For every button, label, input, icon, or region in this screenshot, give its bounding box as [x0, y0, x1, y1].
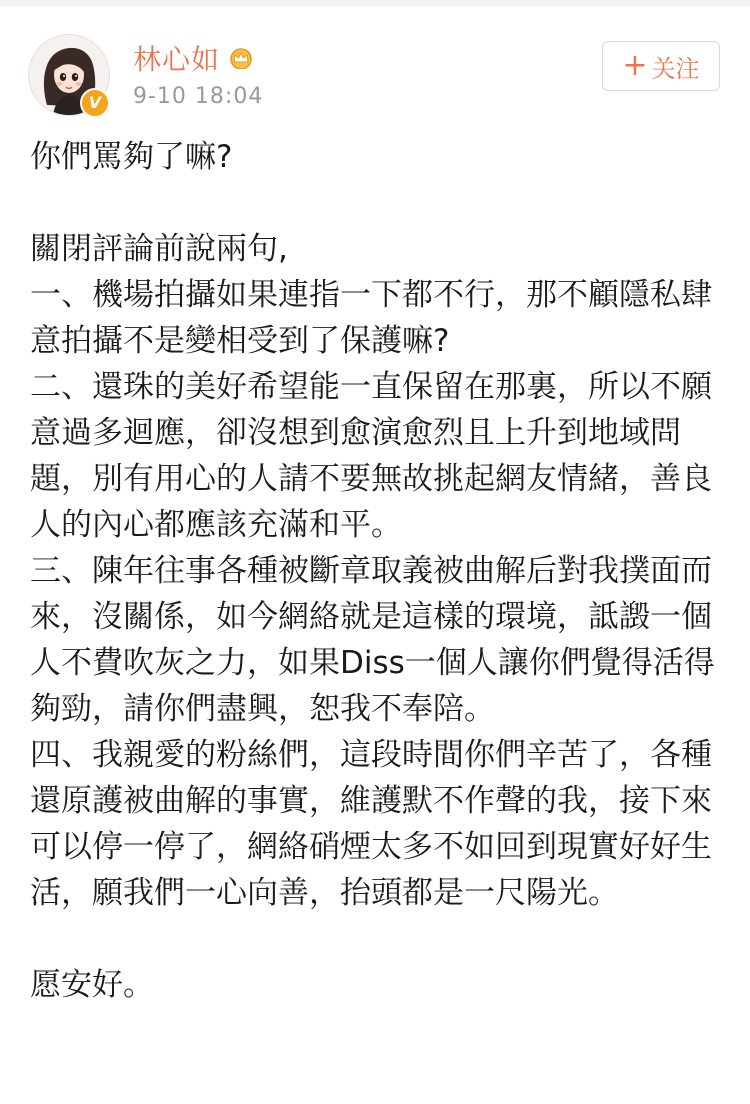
follow-label: 关注	[651, 54, 700, 83]
post-content	[30, 134, 730, 1008]
paragraph-gap	[30, 916, 730, 962]
post-opening: 你們罵夠了嘛?	[30, 139, 233, 175]
verified-badge: V	[80, 88, 110, 118]
crown-icon[interactable]	[228, 47, 254, 69]
top-divider-strip	[0, 0, 750, 6]
author-row	[133, 38, 254, 78]
post-point-2: 二、還珠的美好希望能一直保留在那裏，所以不願意過多迴應，卻沒想到愈演愈烈且上升到地域問題，別有用心的人請不要無故挑起網友情緒，善良人的內心都應該充滿和平。	[30, 369, 712, 543]
plus-icon: +	[622, 48, 648, 83]
paragraph-gap	[30, 180, 730, 226]
post-point-3: 三、陳年往事各種被斷章取義被曲解后對我撲面而來，沒關係，如今網絡就是這樣的環境，詆譭一個人不費吹灰之力，如果Diss一個人讓你們覺得活得夠勁，請你們盡興，恕我不奉陪。	[30, 553, 715, 727]
post-closing: 愿安好。	[30, 967, 154, 1003]
post-intro: 關閉評論前說兩句,	[30, 231, 288, 267]
post-point-4: 四、我親愛的粉絲們，這段時間你們辛苦了，各種還原護被曲解的事實，維護默不作聲的我，接下來可以停一停了，網絡硝煙太多不如回到現實好好生活，願我們一心向善，抬頭都是一尺陽光。	[30, 737, 712, 911]
post-point-1: 一、機場拍攝如果連指一下都不行，那不顧隱私肆意拍攝不是變相受到了保護嘛?	[30, 277, 712, 359]
follow-button[interactable]	[602, 41, 720, 91]
post-timestamp: 9-10 18:04	[133, 84, 264, 109]
author-name[interactable]: 林心如	[133, 43, 221, 76]
